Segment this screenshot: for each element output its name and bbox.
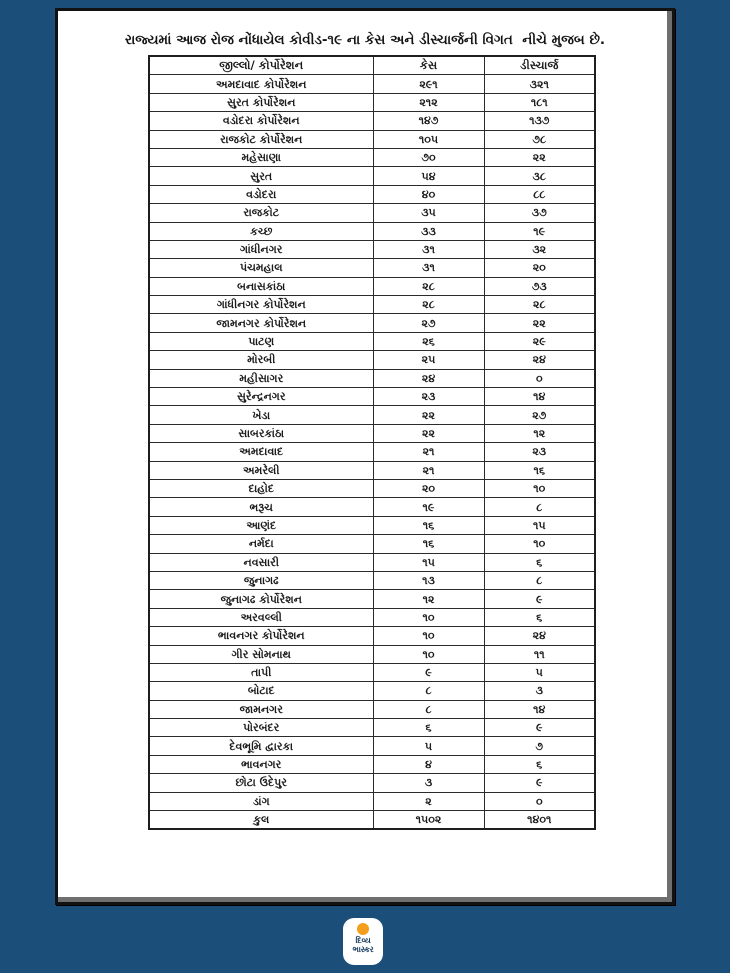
table-row [149,700,595,718]
logo-sun-icon [357,923,369,935]
discharged-cell: ૯ [484,719,595,737]
district-cell: ગાંધીનગર [149,240,373,258]
discharged-cell: ૨૯ [484,332,595,350]
discharged-cell: ૨૩ [484,443,595,461]
column-header-district: જીલ્લો/ કોર્પોરેશન [149,56,373,75]
discharged-cell: ૯ [484,590,595,608]
cases-cell: ૧૨ [373,590,484,608]
district-cell: મોરબી [149,351,373,369]
district-cell: વડોદરા [149,185,373,203]
cases-cell: ૨૪ [373,369,484,387]
cases-cell: ૪૦ [373,185,484,203]
discharged-cell: ૮ [484,571,595,589]
document-page [55,8,675,905]
cases-cell: ૨૦ [373,479,484,497]
discharged-cell: ૧૨ [484,424,595,442]
district-cell: મહેસાણા [149,148,373,166]
table-row [149,479,595,497]
discharged-cell: ૩૭ [484,204,595,222]
table-row [149,719,595,737]
cases-cell: ૨૯૧ [373,75,484,93]
cases-cell: ૨૧ [373,461,484,479]
table-row [149,148,595,166]
discharged-cell: ૨૦ [484,259,595,277]
district-cell: નવસારી [149,553,373,571]
district-cell: જામનગર કોર્પોરેશન [149,314,373,332]
discharged-cell: ૦ [484,792,595,810]
cases-cell: ૧૦ [373,627,484,645]
total-discharged-cell: ૧૪૦૧ [484,811,595,830]
cases-cell: ૯ [373,663,484,681]
cases-cell: ૧૯ [373,498,484,516]
table-row [149,112,595,130]
cases-cell: ૨૨ [373,406,484,424]
district-cell: આણંદ [149,516,373,534]
cases-cell: ૫૪ [373,167,484,185]
discharged-cell: ૬ [484,553,595,571]
table-row [149,516,595,534]
table-row [149,498,595,516]
discharged-cell: ૦ [484,369,595,387]
discharged-cell: ૨૮ [484,296,595,314]
page-title: રાજ્યમાં આજ રોજ નોંધાયેલ કોવીડ-૧૯ ના કેસ અને ડીસ્ચાર્જની વિગત નીચે મુજબ છે. [124,32,606,48]
district-cell: અમરેલી [149,461,373,479]
cases-cell: ૧૦ [373,645,484,663]
discharged-cell: ૨૨ [484,148,595,166]
table-row [149,663,595,681]
table-row [149,571,595,589]
table-row [149,737,595,755]
district-cell: ડાંગ [149,792,373,810]
table-row [149,406,595,424]
discharged-cell: ૧૮૧ [484,93,595,111]
table-row [149,204,595,222]
discharged-cell: ૩૨૧ [484,75,595,93]
cases-cell: ૨૫ [373,351,484,369]
cases-cell: ૨૮ [373,277,484,295]
cases-cell: ૨૬ [373,332,484,350]
district-cell: અરવલ્લી [149,608,373,626]
discharged-cell: ૬ [484,755,595,773]
table-header-row [149,56,595,75]
discharged-cell: ૬ [484,608,595,626]
district-cell: મહીસાગર [149,369,373,387]
table-row [149,627,595,645]
district-cell: ભાવનગર કોર્પોરેશન [149,627,373,645]
district-cell: સુરત [149,167,373,185]
table-body [149,75,595,811]
table-row [149,93,595,111]
table-row [149,553,595,571]
district-cell: બોટાદ [149,682,373,700]
district-cell: પંચમહાલ [149,259,373,277]
discharged-cell: ૧૪ [484,388,595,406]
cases-cell: ૧૪૭ [373,112,484,130]
district-cell: સાબરકાંઠા [149,424,373,442]
total-label-cell: કુલ [149,811,373,830]
discharged-cell: ૧૯ [484,222,595,240]
district-cell: જુનાગઢ કોર્પોરેશન [149,590,373,608]
column-header-cases: કેસ [373,56,484,75]
discharged-cell: ૧૦ [484,479,595,497]
logo-text-line1: દિવ્ય [355,936,371,945]
cases-cell: ૮ [373,700,484,718]
table-row [149,277,595,295]
table-row [149,369,595,387]
table-row [149,167,595,185]
district-cell: જુનાગઢ [149,571,373,589]
district-cell: કચ્છ [149,222,373,240]
cases-cell: ૫ [373,737,484,755]
district-cell: નર્મદા [149,535,373,553]
table-row [149,185,595,203]
table-row [149,645,595,663]
covid-cases-table [148,55,596,830]
cases-cell: ૩૧ [373,259,484,277]
district-cell: રાજકોટ કોર્પોરેશન [149,130,373,148]
cases-cell: ૨ [373,792,484,810]
district-cell: ગાંધીનગર કોર્પોરેશન [149,296,373,314]
discharged-cell: ૨૪ [484,351,595,369]
district-cell: અમદાવાદ કોર્પોરેશન [149,75,373,93]
table-row [149,222,595,240]
cases-cell: ૨૧ [373,443,484,461]
discharged-cell: ૨૭ [484,406,595,424]
district-cell: સુરેન્દ્રનગર [149,388,373,406]
table-row [149,792,595,810]
cases-cell: ૨૧૨ [373,93,484,111]
table-row [149,314,595,332]
discharged-cell: ૧૪ [484,700,595,718]
discharged-cell: ૮૮ [484,185,595,203]
table-row [149,259,595,277]
total-row [149,811,595,830]
cases-cell: ૩૩ [373,222,484,240]
discharged-cell: ૯ [484,774,595,792]
discharged-cell: ૭ [484,737,595,755]
table-row [149,240,595,258]
district-cell: દેવભૂમિ દ્વારકા [149,737,373,755]
cases-cell: ૮ [373,682,484,700]
table-row [149,590,595,608]
table-row [149,755,595,773]
district-cell: ભરૂચ [149,498,373,516]
discharged-cell: ૧૬ [484,461,595,479]
discharged-cell: ૨૨ [484,314,595,332]
cases-cell: ૨૮ [373,296,484,314]
district-cell: દાહોદ [149,479,373,497]
district-cell: ગીર સોમનાથ [149,645,373,663]
district-cell: ખેડા [149,406,373,424]
cases-cell: ૧૦૫ [373,130,484,148]
divya-bhaskar-logo [343,918,383,965]
table-row [149,682,595,700]
discharged-cell: ૭૩ [484,277,595,295]
cases-cell: ૩ [373,774,484,792]
table-row [149,351,595,369]
district-cell: સુરત કોર્પોરેશન [149,93,373,111]
cases-cell: ૨૨ [373,424,484,442]
table-row [149,388,595,406]
discharged-cell: ૩ [484,682,595,700]
district-cell: છોટા ઉદેપુર [149,774,373,792]
discharged-cell: ૧૦ [484,535,595,553]
cases-cell: ૩૫ [373,204,484,222]
column-header-discharged: ડીસ્ચાર્જ [484,56,595,75]
discharged-cell: ૧૩૭ [484,112,595,130]
table-row [149,296,595,314]
logo-text-line2: ભાસ્કર [352,944,374,954]
table-row [149,774,595,792]
district-cell: જામનગર [149,700,373,718]
discharged-cell: ૮ [484,498,595,516]
district-cell: બનાસકાંઠા [149,277,373,295]
cases-cell: ૭૦ [373,148,484,166]
district-cell: પોરબંદર [149,719,373,737]
table-row [149,461,595,479]
district-cell: તાપી [149,663,373,681]
cases-cell: ૪ [373,755,484,773]
table-row [149,608,595,626]
cases-cell: ૧૬ [373,535,484,553]
district-cell: પાટણ [149,332,373,350]
table-row [149,535,595,553]
table-row [149,424,595,442]
discharged-cell: ૫ [484,663,595,681]
district-cell: અમદાવાદ [149,443,373,461]
district-cell: વડોદરા કોર્પોરેશન [149,112,373,130]
discharged-cell: ૧૫ [484,516,595,534]
discharged-cell: ૨૪ [484,627,595,645]
cases-cell: ૧૬ [373,516,484,534]
discharged-cell: ૩૮ [484,167,595,185]
discharged-cell: ૧૧ [484,645,595,663]
total-cases-cell: ૧૫૦૨ [373,811,484,830]
district-cell: ભાવનગર [149,755,373,773]
cases-cell: ૧૫ [373,553,484,571]
table-row [149,130,595,148]
discharged-cell: ૩૨ [484,240,595,258]
table-row [149,75,595,93]
table-row [149,332,595,350]
cases-cell: ૨૭ [373,314,484,332]
table-row [149,443,595,461]
district-cell: રાજકોટ [149,204,373,222]
cases-cell: ૧૩ [373,571,484,589]
discharged-cell: ૭૮ [484,130,595,148]
cases-cell: ૩૧ [373,240,484,258]
cases-cell: ૨૩ [373,388,484,406]
cases-cell: ૧૦ [373,608,484,626]
cases-cell: ૬ [373,719,484,737]
